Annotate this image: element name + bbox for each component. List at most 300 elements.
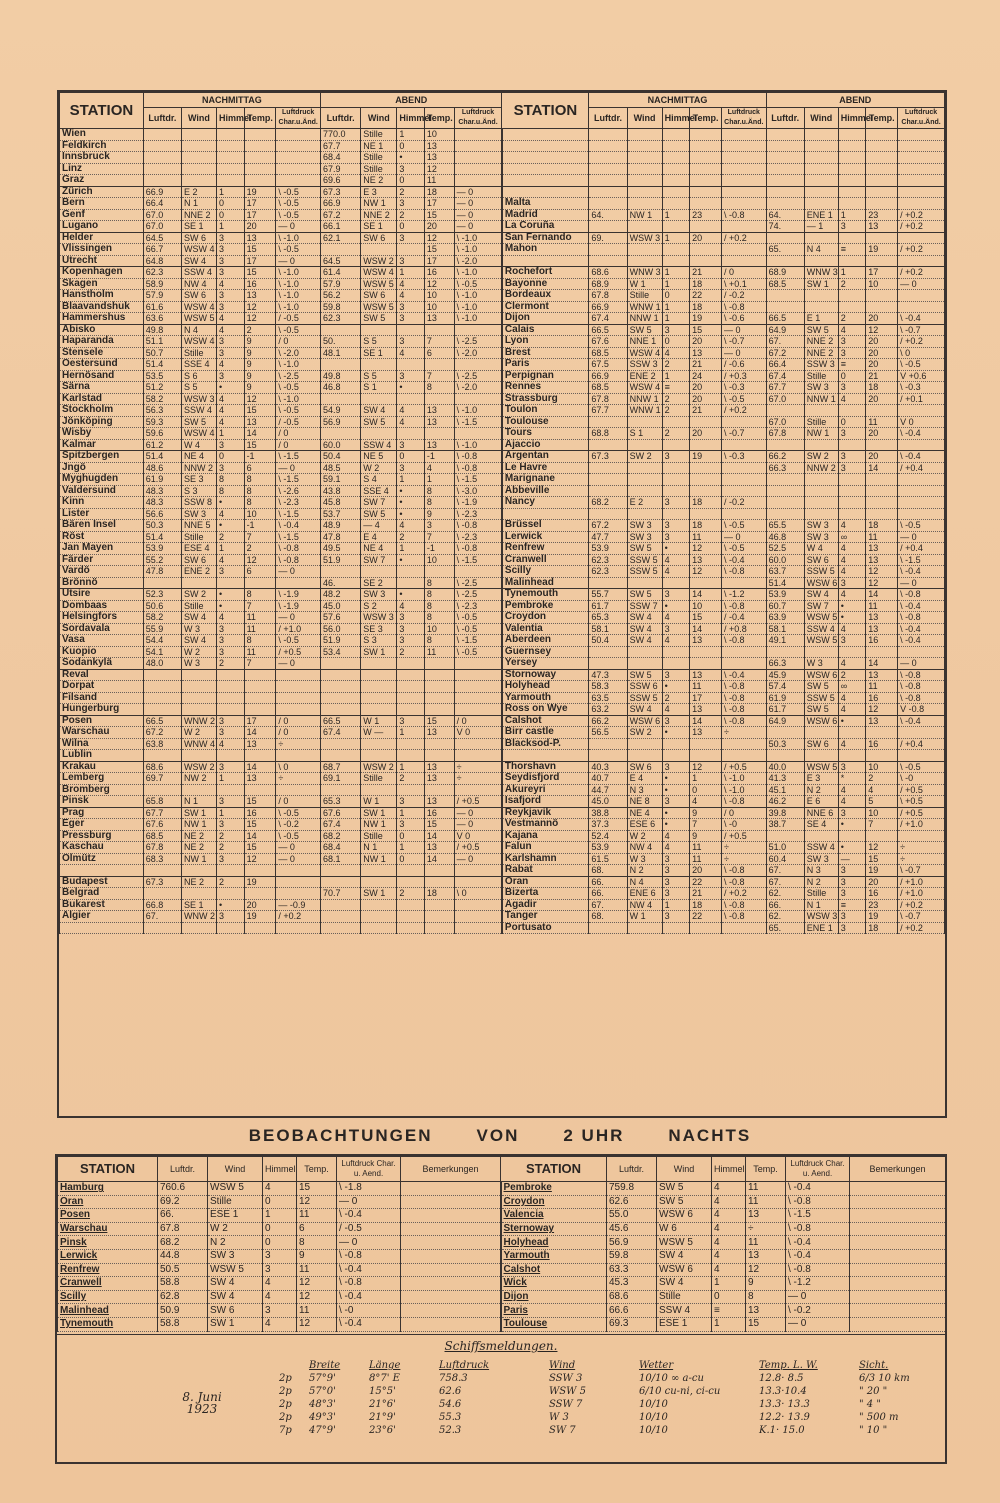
cell — [690, 140, 722, 152]
cell: 3 — [216, 370, 244, 382]
cell — [589, 646, 627, 658]
cell: 4 — [263, 1290, 297, 1304]
station-name: Scilly — [502, 566, 589, 578]
cell: / +0.2 — [276, 911, 321, 923]
cell — [662, 255, 690, 267]
cell: NW 1 — [361, 819, 397, 831]
station-name: Aberdeen — [502, 635, 589, 647]
cell — [866, 140, 898, 152]
cell: SW 5 — [804, 324, 838, 336]
night-observations-table — [57, 1156, 946, 1332]
cell: 66. — [589, 888, 627, 900]
cell: 12 — [424, 232, 454, 244]
table-row — [60, 635, 945, 647]
station-name: Zürich — [60, 186, 144, 198]
cell: SSW 3 — [627, 359, 662, 371]
cell: \ -1.5 — [276, 531, 321, 543]
cell: 4 — [662, 635, 690, 647]
cell: \ -1.0 — [721, 773, 766, 785]
ship-cell: 21°6' — [369, 1399, 396, 1410]
cell: 21 — [690, 359, 722, 371]
cell: • — [216, 497, 244, 509]
cell — [721, 658, 766, 670]
himmel-header: Himmel — [662, 108, 690, 129]
cell: 4 — [838, 589, 866, 601]
cell — [850, 1277, 946, 1291]
cell — [454, 692, 502, 704]
cell: 4 — [397, 290, 425, 302]
cell: 58.8 — [158, 1317, 208, 1331]
cell: 44.7 — [589, 784, 627, 796]
cell: 20 — [866, 359, 898, 371]
cell: 22 — [690, 876, 722, 888]
cell: W 1 — [361, 796, 397, 808]
station-name: Vestmannö — [502, 819, 589, 831]
cell: / +0.2 — [721, 232, 766, 244]
cell: 61.4 — [320, 267, 360, 279]
cell — [838, 497, 866, 509]
cell: \ -0.8 — [721, 681, 766, 693]
cell: 2 — [838, 278, 866, 290]
cell: • — [662, 681, 690, 693]
cell: 40.0 — [766, 761, 804, 773]
cell: 6 — [424, 347, 454, 359]
cell: 3 — [662, 865, 690, 877]
cell: 2 — [397, 186, 425, 198]
cell — [627, 485, 662, 497]
cell — [454, 140, 502, 152]
cell: \ -0.8 — [898, 681, 945, 693]
cell: 9 — [424, 508, 454, 520]
station-name: Kajana — [502, 830, 589, 842]
cell: \ -1.9 — [454, 497, 502, 509]
cell — [721, 474, 766, 486]
wind-header: Wind — [208, 1157, 263, 1182]
cell: 58.2 — [143, 612, 181, 624]
cell: 39.8 — [766, 807, 804, 819]
cell — [838, 198, 866, 210]
cell: 14 — [866, 462, 898, 474]
temp-header: Temp. — [746, 1157, 786, 1182]
cell — [804, 474, 838, 486]
cell — [216, 175, 244, 187]
cell — [690, 221, 722, 233]
cell: • — [662, 543, 690, 555]
cell — [216, 669, 244, 681]
cell: 61.6 — [143, 301, 181, 313]
cell — [690, 244, 722, 256]
cell: 13 — [424, 313, 454, 325]
table-row — [60, 876, 945, 888]
cell: 66.1 — [320, 221, 360, 233]
himmel-header: Himmel — [712, 1157, 746, 1182]
cell: / 0 — [721, 267, 766, 279]
cell: 4 — [838, 623, 866, 635]
table-row — [60, 750, 945, 762]
station-name: Bizerta — [502, 888, 589, 900]
station-name: Feldkirch — [60, 140, 144, 152]
cell: 20 — [866, 876, 898, 888]
cell: 4 — [712, 1263, 746, 1277]
cell: 60.7 — [766, 600, 804, 612]
cell: 21 — [690, 267, 722, 279]
cell — [244, 577, 276, 589]
cell: 4 — [838, 784, 866, 796]
station-name: Hanstholm — [60, 290, 144, 302]
cell: 56.9 — [320, 416, 360, 428]
cell: 57.4 — [766, 681, 804, 693]
cell: 67.4 — [320, 819, 360, 831]
cell: V +0.6 — [898, 370, 945, 382]
cell: \ -0.4 — [721, 554, 766, 566]
cell: 4 — [838, 796, 866, 808]
cell: SW 3 — [208, 1249, 263, 1263]
cell — [216, 129, 244, 141]
cell — [662, 175, 690, 187]
cell: — 0 — [898, 531, 945, 543]
cell: — 0 — [454, 198, 502, 210]
cell: SW 1 — [181, 807, 216, 819]
cell — [721, 129, 766, 141]
cell: 67.2 — [320, 209, 360, 221]
cell: 3 — [838, 382, 866, 394]
cell: 4 — [712, 1195, 746, 1209]
cell: SW 1 — [361, 646, 397, 658]
cell — [216, 888, 244, 900]
table-row — [60, 301, 945, 313]
cell: \ -0.8 — [721, 704, 766, 716]
cell — [361, 669, 397, 681]
cell: \ -0.7 — [721, 336, 766, 348]
cell: 53.7 — [320, 508, 360, 520]
cell: ≡ — [838, 244, 866, 256]
cell: SW 4 — [181, 612, 216, 624]
station-name: Madrid — [502, 209, 589, 221]
cell: 53.9 — [589, 543, 627, 555]
cell: 15 — [424, 209, 454, 221]
cell: 15 — [690, 324, 722, 336]
cell: W 2 — [181, 646, 216, 658]
cell: 16 — [244, 278, 276, 290]
cell: N 1 — [181, 198, 216, 210]
cell: 9 — [244, 359, 276, 371]
table-row — [60, 520, 945, 532]
cell: 14 — [690, 715, 722, 727]
cell: \ -1.0 — [454, 439, 502, 451]
cell: 8 — [424, 485, 454, 497]
cell: NE 8 — [627, 796, 662, 808]
ship-cell: 57°0' — [309, 1386, 336, 1397]
cell: / +0.5 — [276, 646, 321, 658]
cell — [690, 750, 722, 762]
cell — [838, 129, 866, 141]
cell: 48.5 — [320, 462, 360, 474]
cell: 4 — [866, 784, 898, 796]
cell — [898, 152, 945, 164]
cell: 14 — [424, 830, 454, 842]
cell: -1 — [424, 451, 454, 463]
cell: W 2 — [181, 727, 216, 739]
cell — [276, 140, 321, 152]
table-row — [60, 451, 945, 463]
cell — [276, 163, 321, 175]
cell: 4 — [838, 692, 866, 704]
cell — [397, 658, 425, 670]
cell: 1 — [397, 842, 425, 854]
cell — [424, 359, 454, 371]
cell: 10 — [690, 600, 722, 612]
cell: 2 — [216, 658, 244, 670]
cell: N 2 — [804, 784, 838, 796]
cell: 11 — [690, 842, 722, 854]
cell: 4 — [397, 416, 425, 428]
cell — [143, 888, 181, 900]
station-name: Toulouse — [501, 1317, 607, 1331]
cell: 68. — [589, 865, 627, 877]
cell: \ -1.5 — [276, 451, 321, 463]
cell — [850, 1209, 946, 1223]
cell: 68.5 — [589, 382, 627, 394]
cell — [898, 497, 945, 509]
cell: 20 — [690, 428, 722, 440]
station-name: Wien — [60, 129, 144, 141]
himmel-header: Himmel — [263, 1157, 297, 1182]
cell: NE 2 — [181, 876, 216, 888]
table-row — [60, 646, 945, 658]
cell: ESE 1 — [657, 1317, 712, 1331]
cell: W 1 — [361, 715, 397, 727]
cell: \ -0.8 — [337, 1277, 401, 1291]
ship-report-row — [277, 1398, 937, 1411]
cell: 2 — [838, 669, 866, 681]
cell — [320, 750, 360, 762]
cell: 68.6 — [143, 761, 181, 773]
cell: ESE 1 — [208, 1209, 263, 1223]
cell: 67.2 — [143, 727, 181, 739]
cell: / +1.0 — [898, 819, 945, 831]
cell: \ -0.4 — [898, 313, 945, 325]
cell: 61.9 — [766, 692, 804, 704]
cell: 64. — [589, 209, 627, 221]
cell: W 2 — [627, 830, 662, 842]
cell: 3 — [216, 244, 244, 256]
cell: ÷ — [898, 842, 945, 854]
cell: \ -0.8 — [721, 301, 766, 313]
station-name — [502, 152, 589, 164]
cell: 12 — [297, 1195, 337, 1209]
station-name: Paris — [502, 359, 589, 371]
ship-cell: " 20 " — [859, 1386, 888, 1397]
cell: 3 — [424, 520, 454, 532]
ship-cell: 7p — [279, 1425, 292, 1436]
cell: 65.3 — [589, 612, 627, 624]
cell: 67.6 — [589, 336, 627, 348]
cell: 3 — [662, 715, 690, 727]
table-row — [58, 1317, 946, 1331]
cell — [898, 163, 945, 175]
cell — [320, 324, 360, 336]
cell: — 0 — [276, 462, 321, 474]
cell: 3 — [662, 796, 690, 808]
cell: 10 — [866, 278, 898, 290]
cell: Stille — [804, 888, 838, 900]
cell: 47.7 — [589, 531, 627, 543]
ship-column-header — [277, 1359, 307, 1372]
table-row — [58, 1222, 946, 1236]
cell: 11 — [866, 600, 898, 612]
cell: 4 — [838, 520, 866, 532]
table-row — [60, 278, 945, 290]
cell: \ 0 — [276, 761, 321, 773]
table-row — [60, 393, 945, 405]
table-row — [60, 221, 945, 233]
cell: 3 — [662, 497, 690, 509]
temp-header: Temp. — [297, 1157, 337, 1182]
cell: 0 — [216, 209, 244, 221]
cell: WSW 6 — [804, 715, 838, 727]
cell: 3 — [216, 796, 244, 808]
cell: Stille — [208, 1195, 263, 1209]
cell: 759.8 — [607, 1182, 657, 1196]
cell: E 6 — [804, 796, 838, 808]
cell: S 4 — [361, 474, 397, 486]
cell: — 0 — [276, 612, 321, 624]
cell — [850, 1195, 946, 1209]
cell — [216, 865, 244, 877]
cell — [662, 646, 690, 658]
cell — [627, 750, 662, 762]
cell: 18 — [690, 301, 722, 313]
cell: 760.6 — [158, 1182, 208, 1196]
cell: 60.4 — [766, 853, 804, 865]
cell: \ -1.5 — [454, 474, 502, 486]
cell: 61.2 — [143, 439, 181, 451]
cell: 11 — [424, 646, 454, 658]
cell: 14 — [690, 589, 722, 601]
cell: 7 — [424, 336, 454, 348]
cell: / +0.4 — [898, 738, 945, 750]
cell: NNE 6 — [804, 807, 838, 819]
cell — [401, 1249, 501, 1263]
table-row — [60, 842, 945, 854]
cell — [424, 784, 454, 796]
cell: — -0.9 — [276, 899, 321, 911]
cell: • — [662, 819, 690, 831]
cell: E 3 — [804, 773, 838, 785]
station-name: Lublin — [60, 750, 144, 762]
station-name: Stensele — [60, 347, 144, 359]
cell — [721, 186, 766, 198]
cell — [320, 784, 360, 796]
cell: 68.9 — [766, 267, 804, 279]
cell: 20 — [690, 865, 722, 877]
cell: NE 5 — [361, 451, 397, 463]
cell: \ -0.8 — [898, 589, 945, 601]
luftdruck-header: Luftdruck Char.u.Änd. — [721, 108, 766, 129]
cell: 14 — [244, 830, 276, 842]
cell: E 4 — [361, 531, 397, 543]
cell — [320, 681, 360, 693]
cell: 55.2 — [143, 554, 181, 566]
cell — [424, 681, 454, 693]
table-row — [60, 232, 945, 244]
cell — [627, 198, 662, 210]
station-name: Bukarest — [60, 899, 144, 911]
station-name: Sternoway — [501, 1222, 607, 1236]
cell: 67.0 — [766, 393, 804, 405]
ship-header-row — [277, 1359, 937, 1372]
table-row — [60, 704, 945, 716]
cell: WSW 4 — [181, 301, 216, 313]
night-header-row — [58, 1157, 946, 1182]
cell: 9 — [746, 1277, 786, 1291]
cell: NE 4 — [361, 543, 397, 555]
cell — [721, 462, 766, 474]
cell: 9 — [297, 1249, 337, 1263]
station-name: Pembroke — [501, 1182, 607, 1196]
cell — [424, 692, 454, 704]
cell: 54.4 — [143, 635, 181, 647]
cell: 4 — [838, 554, 866, 566]
station-name: Argentan — [502, 451, 589, 463]
observations-body — [60, 129, 945, 934]
cell: \ -0.3 — [898, 382, 945, 394]
cell: — 0 — [454, 853, 502, 865]
cell: / 0 — [276, 715, 321, 727]
cell: 8 — [424, 589, 454, 601]
cell: 4 — [712, 1249, 746, 1263]
ship-cell: " 500 m — [859, 1412, 899, 1423]
cell: WNW 4 — [181, 738, 216, 750]
station-header: STATION — [502, 93, 589, 129]
ship-reports-heading: Schiffsmeldungen. — [444, 1339, 558, 1353]
table-row — [60, 796, 945, 808]
cell: WNW 1 — [627, 301, 662, 313]
cell: \ -1.9 — [276, 589, 321, 601]
cell — [401, 1182, 501, 1196]
cell: \ -2.0 — [454, 347, 502, 359]
cell: 58.9 — [143, 278, 181, 290]
cell: \ -0.8 — [898, 669, 945, 681]
wind-header: Wind — [657, 1157, 712, 1182]
cell — [454, 865, 502, 877]
cell — [361, 865, 397, 877]
cell: 63.8 — [143, 738, 181, 750]
cell — [320, 692, 360, 704]
station-name: Mahon — [502, 244, 589, 256]
cell: 4 — [263, 1277, 297, 1291]
cell: \ -1.0 — [454, 301, 502, 313]
cell — [866, 727, 898, 739]
ship-cell: 49°3' — [309, 1412, 336, 1423]
cell: 38.7 — [766, 819, 804, 831]
station-header: STATION — [58, 1157, 158, 1182]
ship-column-header: Breite — [309, 1360, 341, 1371]
ship-reports-table — [277, 1359, 937, 1437]
cell: 7 — [244, 658, 276, 670]
cell: 10 — [866, 807, 898, 819]
cell: 66.3 — [766, 658, 804, 670]
cell: 3 — [662, 589, 690, 601]
cell: 50.3 — [143, 520, 181, 532]
cell: NNE 2 — [804, 347, 838, 359]
cell: 14 — [244, 727, 276, 739]
cell: N 3 — [804, 865, 838, 877]
cell: 3 — [216, 727, 244, 739]
cell: 13 — [690, 669, 722, 681]
wind-header: Wind — [181, 108, 216, 129]
bemerkungen-header: Bemerkungen — [850, 1157, 946, 1182]
